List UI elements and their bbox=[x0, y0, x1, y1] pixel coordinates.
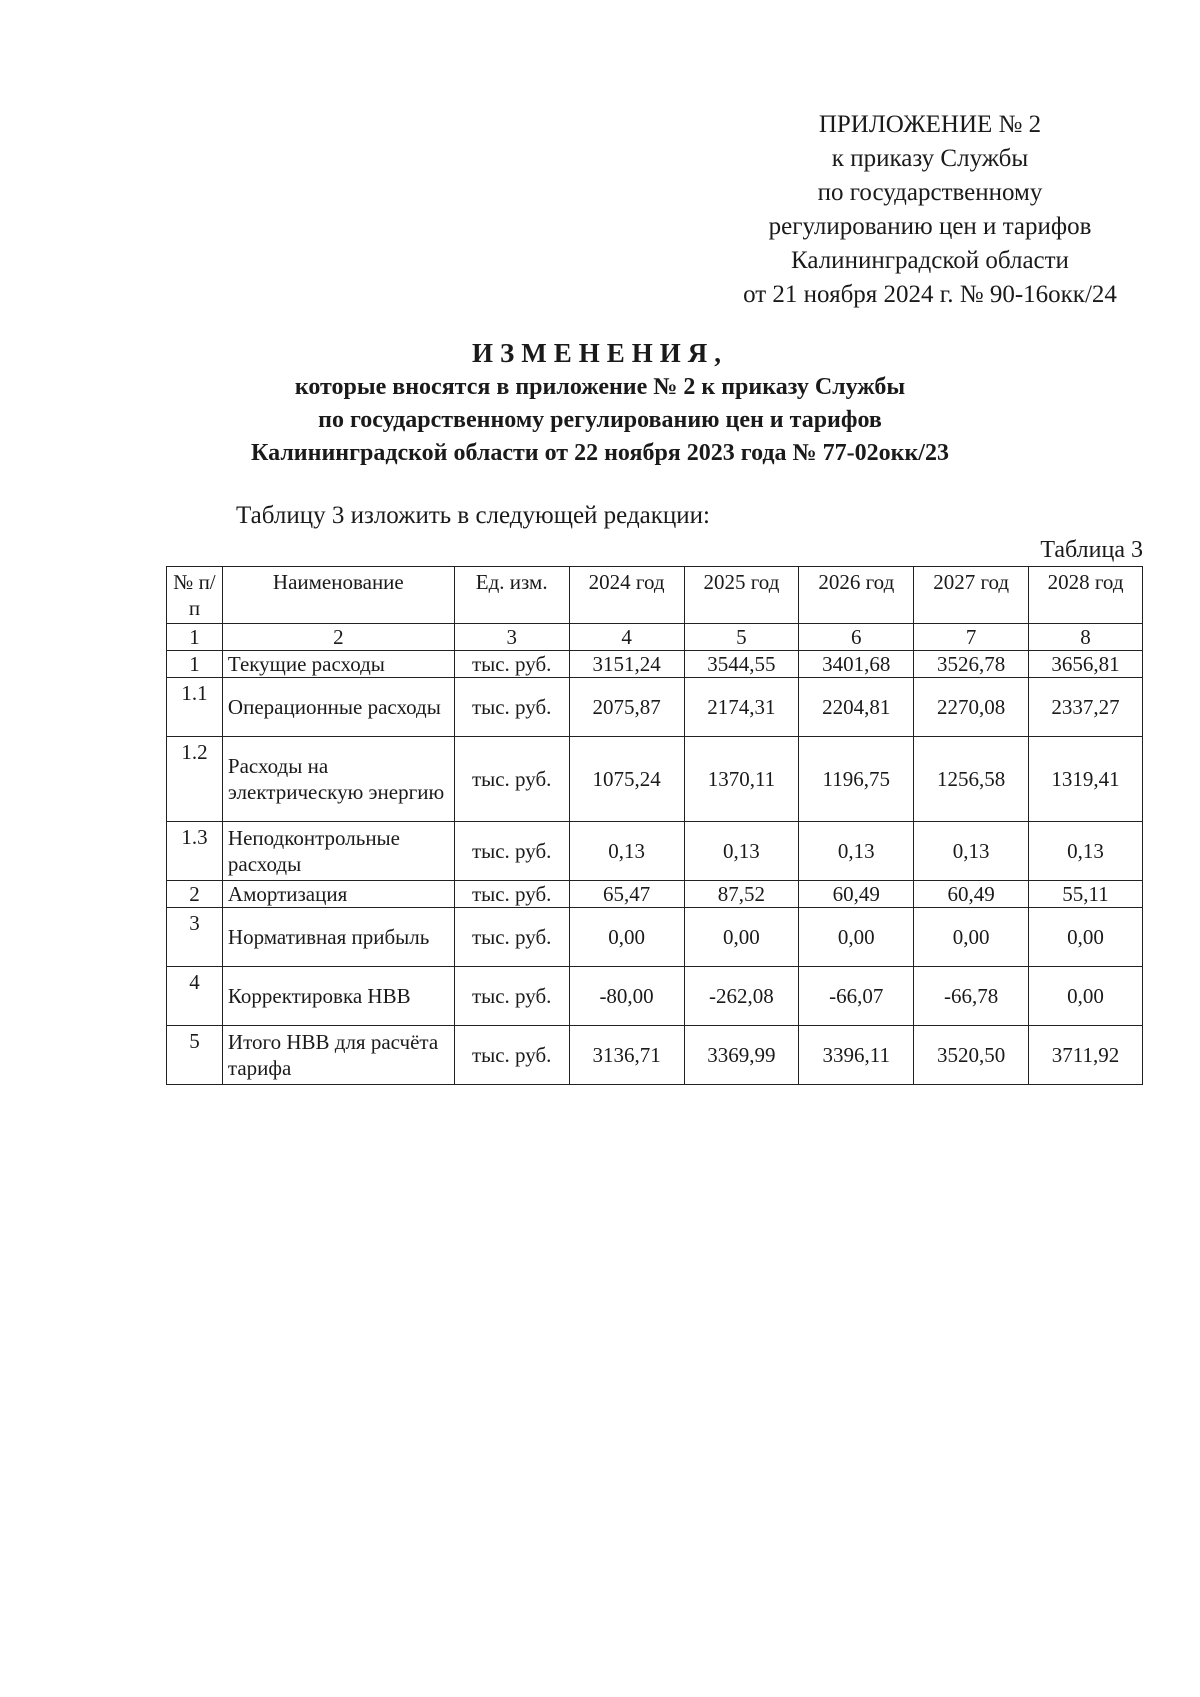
value-2028: 2337,27 bbox=[1029, 678, 1143, 737]
value-2025: 3544,55 bbox=[684, 651, 799, 678]
row-unit: тыс. руб. bbox=[454, 737, 569, 822]
value-2027: -66,78 bbox=[914, 967, 1029, 1026]
table-caption: Таблица 3 bbox=[1040, 537, 1143, 563]
header-cell: 2027 год bbox=[914, 567, 1029, 624]
value-2026: 1196,75 bbox=[799, 737, 914, 822]
intro-text: Таблицу 3 изложить в следующей редакции: bbox=[236, 502, 710, 529]
column-number: 3 bbox=[454, 624, 569, 651]
table-row bbox=[167, 822, 1143, 881]
value-2028: 1319,41 bbox=[1029, 737, 1143, 822]
value-2025: 0,00 bbox=[684, 908, 799, 967]
value-2026: -66,07 bbox=[799, 967, 914, 1026]
row-number: 1.3 bbox=[167, 822, 223, 881]
appendix-line: Калининградской области bbox=[791, 247, 1069, 274]
value-2027: 60,49 bbox=[914, 881, 1029, 908]
column-number: 6 bbox=[799, 624, 914, 651]
value-2024: 0,00 bbox=[569, 908, 684, 967]
value-2024: 3151,24 bbox=[569, 651, 684, 678]
row-number: 1.1 bbox=[167, 678, 223, 737]
value-2024: 1075,24 bbox=[569, 737, 684, 822]
header-cell: 2026 год bbox=[799, 567, 914, 624]
table-row bbox=[167, 651, 1143, 678]
value-2027: 0,13 bbox=[914, 822, 1029, 881]
title-main: ИЗМЕНЕНИЯ, bbox=[471, 338, 728, 368]
value-2026: 2204,81 bbox=[799, 678, 914, 737]
value-2028: 0,00 bbox=[1029, 967, 1143, 1026]
value-2026: 0,00 bbox=[799, 908, 914, 967]
value-2024: 3136,71 bbox=[569, 1026, 684, 1085]
row-name: Текущие расходы bbox=[222, 651, 454, 678]
row-unit: тыс. руб. bbox=[454, 1026, 569, 1085]
header-cell: Наименование bbox=[222, 567, 454, 624]
row-name: Неподконтрольные расходы bbox=[222, 822, 454, 881]
value-2028: 55,11 bbox=[1029, 881, 1143, 908]
row-name: Нормативная прибыль bbox=[222, 908, 454, 967]
row-name: Амортизация bbox=[222, 881, 454, 908]
row-number: 4 bbox=[167, 967, 223, 1026]
appendix-line: регулированию цен и тарифов bbox=[768, 213, 1092, 240]
table-row bbox=[167, 967, 1143, 1026]
value-2024: 0,13 bbox=[569, 822, 684, 881]
row-name: Расходы на электрическую энергию bbox=[222, 737, 454, 822]
appendix-line: по государственному bbox=[817, 179, 1043, 206]
value-2027: 3526,78 bbox=[914, 651, 1029, 678]
column-number: 7 bbox=[914, 624, 1029, 651]
row-number: 1.2 bbox=[167, 737, 223, 822]
row-unit: тыс. руб. bbox=[454, 678, 569, 737]
table-row bbox=[167, 881, 1143, 908]
row-unit: тыс. руб. bbox=[454, 822, 569, 881]
row-name: Итого НВВ для расчёта тарифа bbox=[222, 1026, 454, 1085]
value-2027: 3520,50 bbox=[914, 1026, 1029, 1085]
column-number: 1 bbox=[167, 624, 223, 651]
appendix-line: к приказу Службы bbox=[831, 145, 1029, 172]
value-2028: 0,13 bbox=[1029, 822, 1143, 881]
row-unit: тыс. руб. bbox=[454, 881, 569, 908]
value-2028: 0,00 bbox=[1029, 908, 1143, 967]
appendix-line: ПРИЛОЖЕНИЕ № 2 bbox=[818, 111, 1042, 138]
value-2028: 3656,81 bbox=[1029, 651, 1143, 678]
table-row bbox=[167, 737, 1143, 822]
tariff-table bbox=[166, 566, 1143, 1085]
document-title bbox=[150, 335, 1050, 470]
value-2026: 60,49 bbox=[799, 881, 914, 908]
header-cell: 2024 год bbox=[569, 567, 684, 624]
column-number: 8 bbox=[1029, 624, 1143, 651]
title-line: Калининградской области от 22 ноября 2023 года № 77-02окк/23 bbox=[251, 440, 949, 466]
header-cell: Ед. изм. bbox=[454, 567, 569, 624]
value-2027: 0,00 bbox=[914, 908, 1029, 967]
row-name: Корректировка НВВ bbox=[222, 967, 454, 1026]
value-2024: -80,00 bbox=[569, 967, 684, 1026]
value-2028: 3711,92 bbox=[1029, 1026, 1143, 1085]
column-number: 2 bbox=[222, 624, 454, 651]
row-name: Операционные расходы bbox=[222, 678, 454, 737]
value-2025: -262,08 bbox=[684, 967, 799, 1026]
title-line: по государственному регулированию цен и тарифов bbox=[318, 407, 882, 433]
header-cell: 2028 год bbox=[1029, 567, 1143, 624]
appendix-line: от 21 ноября 2024 г. № 90-16окк/24 bbox=[743, 281, 1117, 308]
value-2026: 3396,11 bbox=[799, 1026, 914, 1085]
value-2025: 2174,31 bbox=[684, 678, 799, 737]
row-unit: тыс. руб. bbox=[454, 967, 569, 1026]
value-2027: 2270,08 bbox=[914, 678, 1029, 737]
value-2025: 87,52 bbox=[684, 881, 799, 908]
column-number: 5 bbox=[684, 624, 799, 651]
row-number: 2 bbox=[167, 881, 223, 908]
value-2025: 0,13 bbox=[684, 822, 799, 881]
appendix-header bbox=[690, 108, 1170, 312]
row-unit: тыс. руб. bbox=[454, 651, 569, 678]
row-number: 1 bbox=[167, 651, 223, 678]
row-number: 5 bbox=[167, 1026, 223, 1085]
value-2024: 2075,87 bbox=[569, 678, 684, 737]
table-header-row bbox=[167, 567, 1143, 624]
value-2024: 65,47 bbox=[569, 881, 684, 908]
value-2027: 1256,58 bbox=[914, 737, 1029, 822]
table-row bbox=[167, 678, 1143, 737]
header-cell: № п/п bbox=[167, 567, 223, 624]
row-number: 3 bbox=[167, 908, 223, 967]
row-unit: тыс. руб. bbox=[454, 908, 569, 967]
value-2025: 3369,99 bbox=[684, 1026, 799, 1085]
value-2026: 0,13 bbox=[799, 822, 914, 881]
title-line: которые вносятся в приложение № 2 к приказу Службы bbox=[294, 374, 906, 400]
table-row bbox=[167, 908, 1143, 967]
value-2025: 1370,11 bbox=[684, 737, 799, 822]
column-number-row bbox=[167, 624, 1143, 651]
table-row bbox=[167, 1026, 1143, 1085]
value-2026: 3401,68 bbox=[799, 651, 914, 678]
header-cell: 2025 год bbox=[684, 567, 799, 624]
column-number: 4 bbox=[569, 624, 684, 651]
